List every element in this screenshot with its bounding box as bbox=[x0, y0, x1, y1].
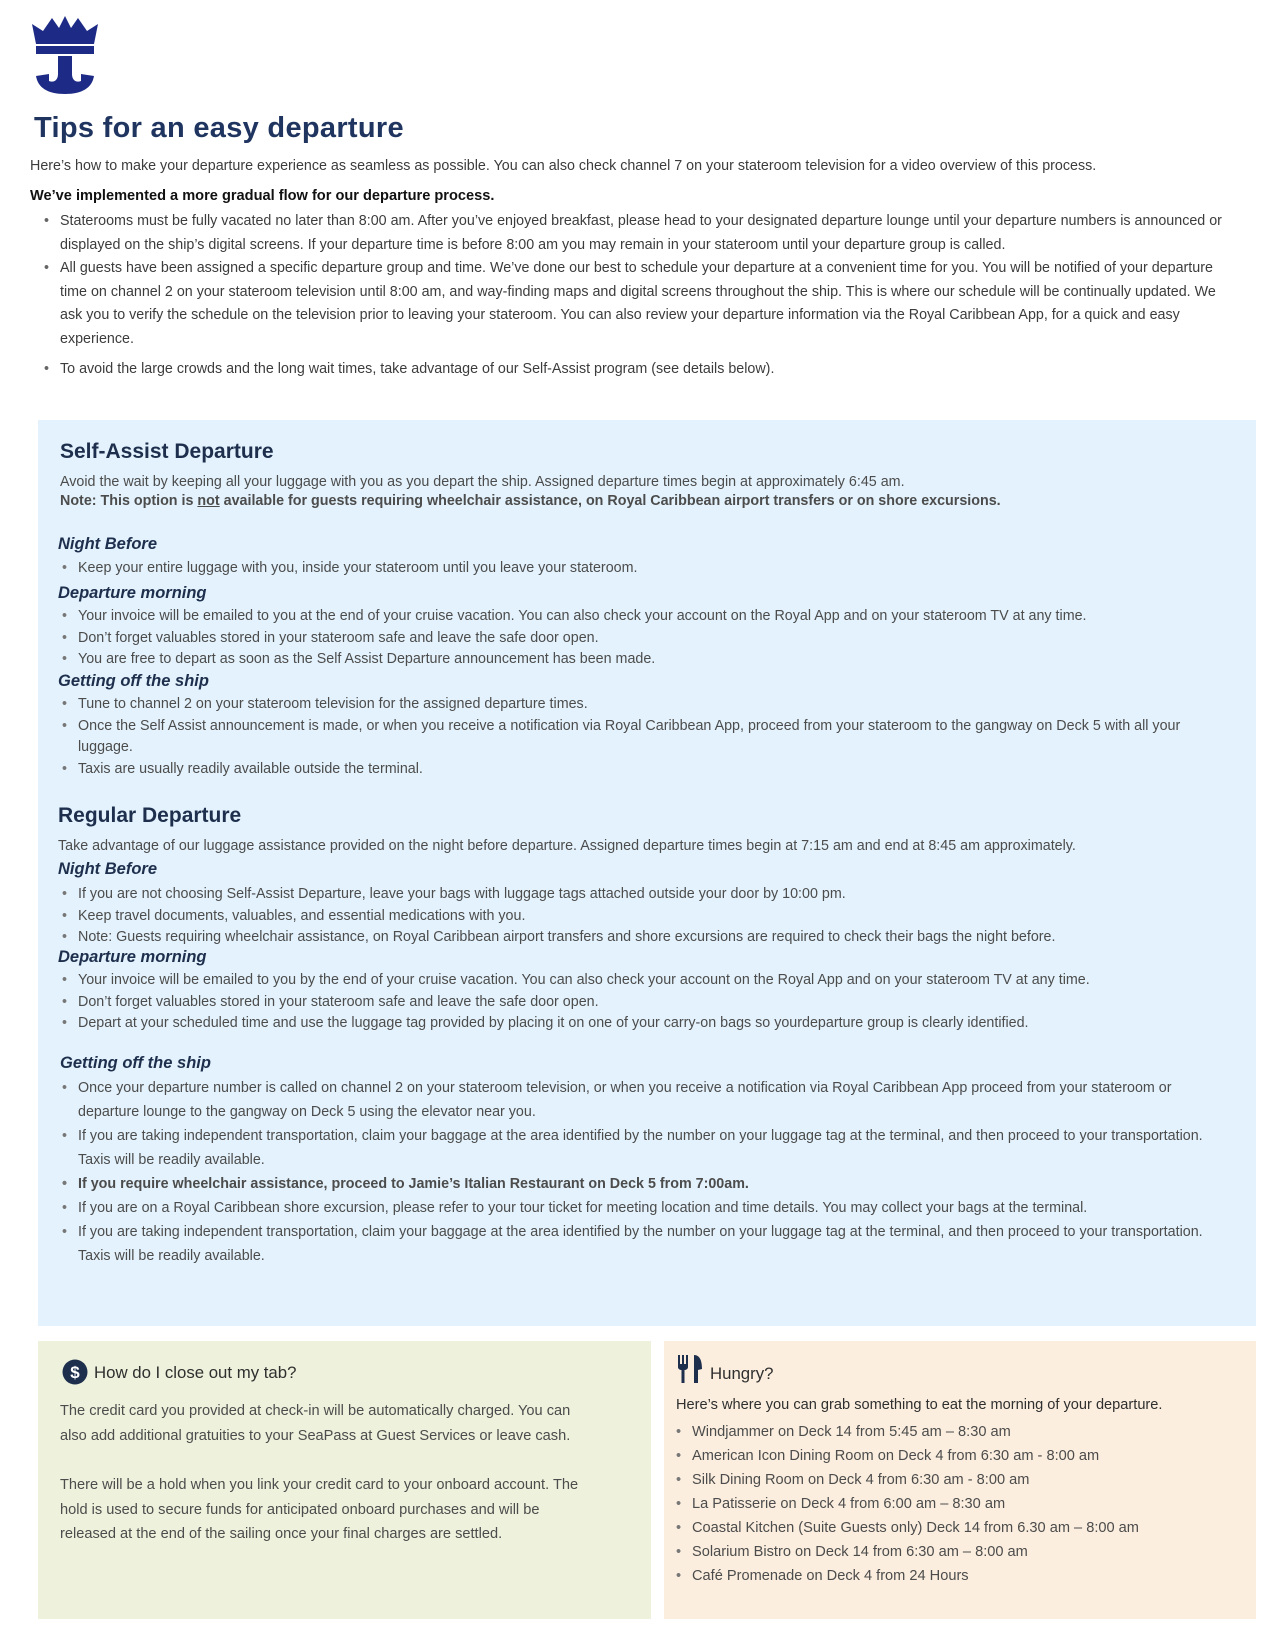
breakfast-venues-list bbox=[674, 1420, 1234, 1588]
regular-morning-heading: Departure morning bbox=[58, 948, 207, 966]
list-item: • All guests have been assigned a specific departure group and time. We’ve done our best to schedule your departure at a convenient time for you. You will be notified of your departure time on channel 2 on your stateroom television until 8:00 am, and way-finding maps and digital screens throughout the ship. This is where our schedule will be continually updated. We ask you to verify the schedule on the television prior to leaving your stateroom. You can also review your departure information via the Royal Caribbean App, for a quick and easy experience. bbox=[44, 257, 1224, 351]
self-assist-intro: Avoid the wait by keeping all your luggage with you as you depart the ship. Assigned departure times begin at approximately 6:45 am. bbox=[60, 474, 905, 490]
self-assist-heading: Self-Assist Departure bbox=[60, 440, 274, 463]
hungry-card bbox=[664, 1341, 1256, 1619]
regular-night-before-heading: Night Before bbox=[58, 860, 157, 878]
self-assist-morning-heading: Departure morning bbox=[58, 584, 207, 602]
list-item: • Staterooms must be fully vacated no later than 8:00 am. After you’ve enjoyed breakfast, please head to your designated departure lounge until your departure numbers is announced or displayed on the ship’s digital screens. If your departure time is before 8:00 am you may remain in your stateroom until your departure group is called. bbox=[44, 210, 1224, 257]
regular-departure-heading: Regular Departure bbox=[58, 804, 242, 827]
departure-overview-list bbox=[44, 210, 1224, 381]
dollar-coin-icon bbox=[62, 1359, 88, 1385]
list-item: • American Icon Dining Room on Deck 4 from 6:30 am - 8:00 am bbox=[674, 1444, 1234, 1468]
flow-heading: We’ve implemented a more gradual flow for our departure process. bbox=[30, 188, 495, 204]
list-item: • Your invoice will be emailed to you by the end of your cruise vacation. You can also check your account on the Royal App and on your stateroom TV at any time. bbox=[60, 970, 1240, 992]
list-item: • Don’t forget valuables stored in your stateroom safe and leave the safe door open. bbox=[60, 992, 1240, 1014]
self-assist-note bbox=[60, 493, 1240, 509]
departure-options-panel bbox=[38, 420, 1256, 1326]
list-item: • Once your departure number is called on channel 2 on your stateroom television, or when you receive a notification via Royal Caribbean App proceed from your stateroom or departure lounge to the gangway on Deck 5 using the elevator near you. bbox=[60, 1076, 1230, 1124]
list-item: • Solarium Bistro on Deck 14 from 6:30 am – 8:00 am bbox=[674, 1540, 1234, 1564]
list-item: • Taxis are usually readily available outside the terminal. bbox=[60, 759, 1210, 781]
page-title: Tips for an easy departure bbox=[34, 112, 404, 144]
list-item: • Depart at your scheduled time and use the luggage tag provided by placing it on one of your carry-on bags so yourdeparture group is clearly identified. bbox=[60, 1013, 1240, 1035]
list-item: • You are free to depart as soon as the Self Assist Departure announcement has been made. bbox=[60, 649, 1240, 671]
credit-hold-paragraph: There will be a hold when you link your credit card to your onboard account. The hold is used to secure funds for anticipated onboard purchases and will be released at the end of the sailing once your final charges are settled. bbox=[60, 1477, 579, 1542]
regular-morning-list bbox=[60, 970, 1240, 1035]
regular-night-before-list bbox=[60, 884, 1240, 949]
list-item: • La Patisserie on Deck 4 from 6:00 am – 8:30 am bbox=[674, 1492, 1234, 1516]
regular-getting-off-heading: Getting off the ship bbox=[60, 1054, 211, 1072]
list-item: • Keep your entire luggage with you, inside your stateroom until you leave your stateroom. bbox=[60, 558, 1240, 580]
list-item: • Don’t forget valuables stored in your stateroom safe and leave the safe door open. bbox=[60, 628, 1240, 650]
note-text: Note: This option is bbox=[60, 493, 198, 509]
list-item: • Windjammer on Deck 14 from 5:45 am – 8:30 am bbox=[674, 1420, 1234, 1444]
royal-caribbean-crown-anchor-logo bbox=[30, 14, 100, 96]
hungry-intro: Here’s where you can grab something to eat the morning of your departure. bbox=[676, 1397, 1163, 1413]
fork-knife-icon bbox=[676, 1353, 704, 1385]
list-item: • Coastal Kitchen (Suite Guests only) Deck 14 from 6.30 am – 8:00 am bbox=[674, 1516, 1234, 1540]
note-emphasis: not bbox=[197, 493, 220, 509]
list-item: • If you are taking independent transportation, claim your baggage at the area identified by the number on your luggage tag at the terminal, and then proceed to your transportation. Taxis will be readily available. bbox=[60, 1220, 1230, 1268]
self-assist-getting-off-heading: Getting off the ship bbox=[58, 672, 209, 690]
regular-departure-intro: Take advantage of our luggage assistance provided on the night before departure. Assigned departure times begin at 7:15 am and end at 8:45 am approximately. bbox=[58, 838, 1076, 854]
close-tab-paragraph: The credit card you provided at check-in will be automatically charged. You can also add additional gratuities to your SeaPass at Guest Services or leave cash. bbox=[60, 1403, 571, 1444]
self-assist-night-before-heading: Night Before bbox=[58, 535, 157, 553]
svg-text:$: $ bbox=[70, 1363, 80, 1382]
note-text: available for guests requiring wheelchair assistance, on Royal Caribbean airport transfers or on shore excursions. bbox=[219, 493, 1001, 509]
list-item: • Your invoice will be emailed to you at the end of your cruise vacation. You can also check your account on the Royal App and on your stateroom TV at any time. bbox=[60, 606, 1240, 628]
self-assist-getting-off-list bbox=[60, 694, 1210, 780]
self-assist-night-before-list bbox=[60, 558, 1240, 580]
list-item: • If you are taking independent transportation, claim your baggage at the area identified by the number on your luggage tag at the terminal, and then proceed to your transportation. Taxis will be readily available. bbox=[60, 1124, 1230, 1172]
close-tab-heading: How do I close out my tab? bbox=[94, 1363, 297, 1382]
self-assist-morning-list bbox=[60, 606, 1240, 671]
close-tab-card bbox=[38, 1341, 651, 1619]
list-item: • Tune to channel 2 on your stateroom television for the assigned departure times. bbox=[60, 694, 1210, 716]
list-item: • If you require wheelchair assistance, proceed to Jamie’s Italian Restaurant on Deck 5 from 7:00am. bbox=[60, 1172, 1230, 1196]
list-item: • Silk Dining Room on Deck 4 from 6:30 am - 8:00 am bbox=[674, 1468, 1234, 1492]
hungry-heading: Hungry? bbox=[710, 1364, 774, 1383]
list-item: • Keep travel documents, valuables, and essential medications with you. bbox=[60, 906, 1240, 928]
list-item: • Once the Self Assist announcement is made, or when you receive a notification via Royal Caribbean App, proceed from your stateroom to the gangway on Deck 5 with all your luggage. bbox=[60, 716, 1210, 759]
regular-getting-off-list bbox=[60, 1076, 1230, 1268]
list-item: • If you are not choosing Self-Assist Departure, leave your bags with luggage tags attached outside your door by 10:00 pm. bbox=[60, 884, 1240, 906]
list-item: • Note: Guests requiring wheelchair assistance, on Royal Caribbean airport transfers and shore excursions are required to check their bags the night before. bbox=[60, 927, 1240, 949]
list-item: • To avoid the large crowds and the long wait times, take advantage of our Self-Assist program (see details below). bbox=[44, 358, 1224, 382]
intro-text: Here’s how to make your departure experience as seamless as possible. You can also check channel 7 on your stateroom television for a video overview of this process. bbox=[30, 158, 1097, 174]
list-item: • Café Promenade on Deck 4 from 24 Hours bbox=[674, 1564, 1234, 1588]
list-item: • If you are on a Royal Caribbean shore excursion, please refer to your tour ticket for meeting location and time details. You may collect your bags at the terminal. bbox=[60, 1196, 1230, 1220]
